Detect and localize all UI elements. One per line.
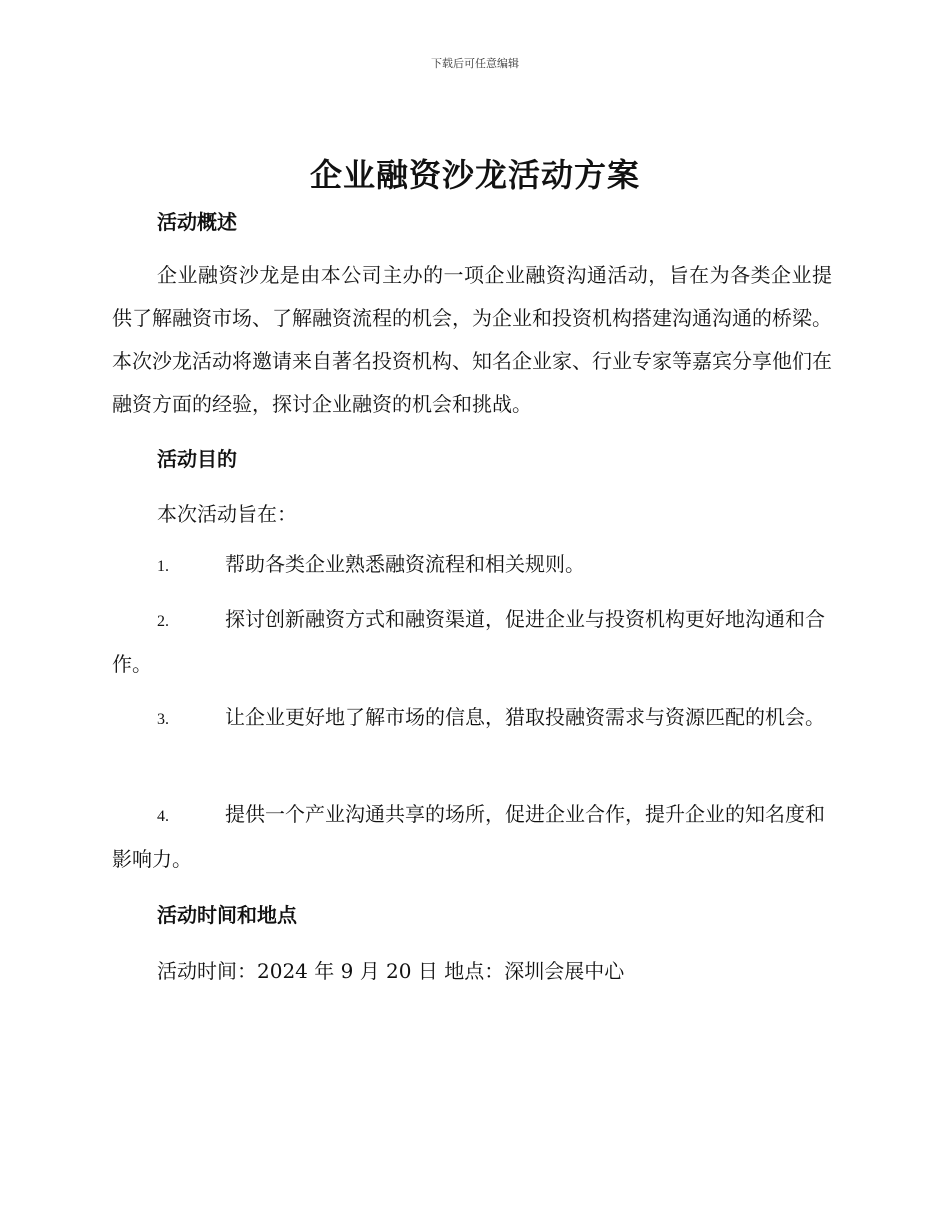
list-item-number: 3.: [157, 711, 169, 728]
list-item-number: 1.: [157, 558, 169, 575]
list-item: [112, 543, 832, 588]
time-place-text: 活动时间：2024 年 9 月 20 日 地点：深圳会展中心: [157, 959, 625, 983]
section-heading-purpose: 活动目的: [157, 447, 237, 471]
list-item-number: 4.: [157, 808, 169, 825]
document-title: 企业融资沙龙活动方案: [309, 156, 640, 194]
purpose-intro: 本次活动旨在：: [157, 502, 297, 526]
section-heading-overview: 活动概述: [157, 210, 237, 234]
list-item-text: 帮助各类企业熟悉融资流程和相关规则。: [225, 552, 585, 576]
list-item-text: 探讨创新融资方式和融资渠道，促进企业与投资机构更好地沟通和合作。: [112, 607, 825, 676]
section-heading-time-place: 活动时间和地点: [157, 903, 297, 927]
list-item: [112, 793, 832, 881]
list-item-number: 2.: [157, 613, 169, 630]
list-item-text: 让企业更好地了解市场的信息，猎取投融资需求与资源匹配的机会。: [225, 705, 825, 729]
list-item: [112, 598, 832, 686]
overview-paragraph: 企业融资沙龙是由本公司主办的一项企业融资沟通活动，旨在为各类企业提供了解融资市场、了解融资流程的机会，为企业和投资机构搭建沟通沟通的桥梁。本次沙龙活动将邀请来自著名投资机构、知名企业家、行业专家等嘉宾分享他们在融资方面的经验，探讨企业融资的机会和挑战。: [112, 263, 832, 416]
list-item-text: 提供一个产业沟通共享的场所，促进企业合作，提升企业的知名度和影响力。: [112, 802, 825, 871]
page-header-note: 下载后可任意编辑: [431, 57, 519, 70]
list-item: [112, 696, 832, 741]
